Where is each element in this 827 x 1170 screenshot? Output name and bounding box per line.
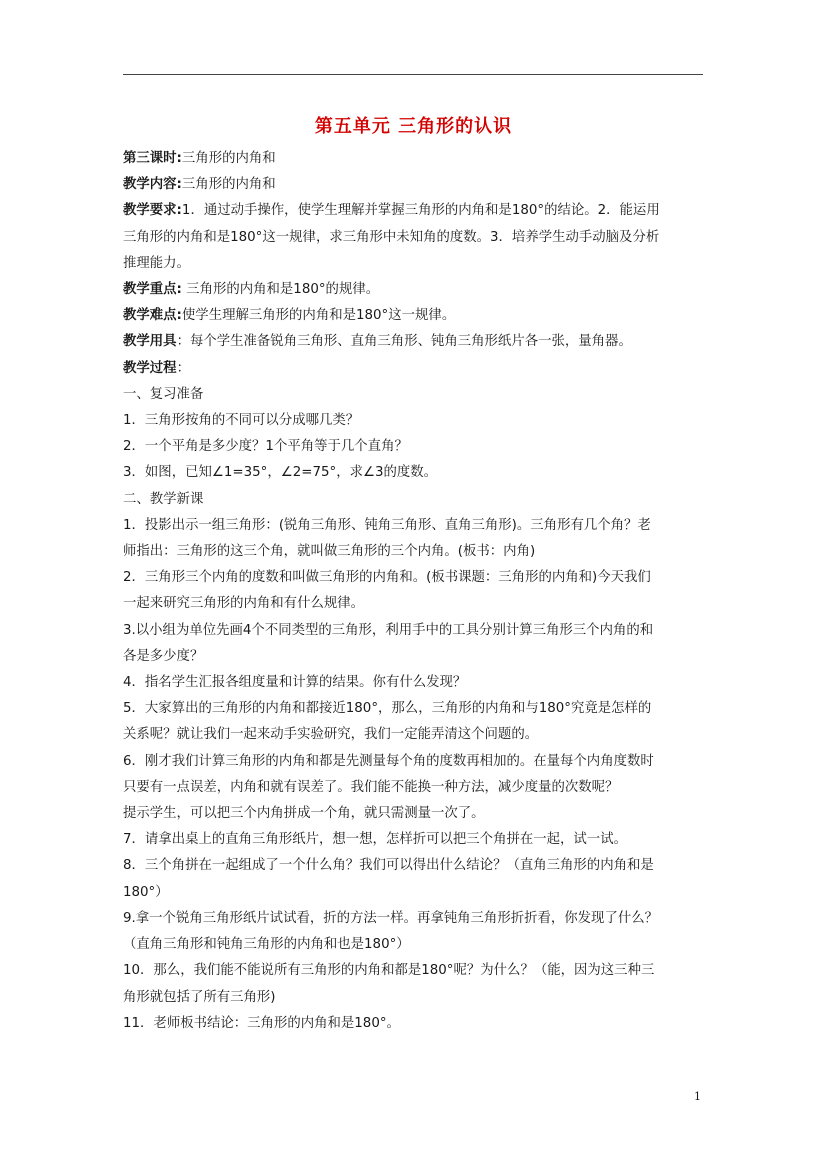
meta-line xyxy=(123,172,708,198)
body-line: 1．投影出示一组三角形：(锐角三角形、钝角三角形、直角三角形)。三角形有几个角？老 xyxy=(123,517,651,533)
body-line: 一、复习准备 xyxy=(123,386,204,402)
meta-text: ： xyxy=(176,360,190,376)
body-line: 3.以小组为单位先画4个不同类型的三角形，利用手中的工具分别计算三角形三个内角的和 xyxy=(123,622,654,638)
meta-text: 三角形的内角和是180°这一规律，求三角形中未知角的度数。3．培养学生动手动脑及分析 xyxy=(123,229,660,245)
body-line: 7．请拿出桌上的直角三角形纸片，想一想，怎样折可以把三个角拼在一起，试一试。 xyxy=(123,832,627,848)
meta-line xyxy=(123,329,708,355)
meta-line xyxy=(123,303,708,329)
body-line: 9.拿一个锐角三角形纸片试试看，折的方法一样。再拿钝角三角形折折看，你发现了什么？ xyxy=(123,910,659,926)
meta-text: 三角形的内角和是180°的规律。 xyxy=(181,282,380,298)
meta-line xyxy=(123,225,708,251)
page-number: 1 xyxy=(694,1090,701,1103)
meta-line xyxy=(123,251,708,277)
meta-line xyxy=(123,198,708,224)
body-line: （直角三角形和钝角三角形的内角和也是180°） xyxy=(123,937,410,953)
meta-line xyxy=(123,277,708,303)
body-line: 3．如图，已知∠1=35°，∠2=75°，求∠3的度数。 xyxy=(123,465,438,481)
document-body xyxy=(123,146,708,1037)
body-line: 6．刚才我们计算三角形的内角和都是先测量每个角的度数再相加的。在量每个内角度数时 xyxy=(123,753,654,769)
meta-line xyxy=(123,356,708,382)
meta-label: 教学重点: xyxy=(123,282,182,298)
meta-text: 使学生理解三角形的内角和是180°这一规律。 xyxy=(181,308,456,324)
body-line: 8．三个角拼在一起组成了一个什么角？我们可以得出什么结论？（直角三角形的内角和是 xyxy=(123,858,654,874)
meta-text: ：每个学生准备锐角三角形、直角三角形、钝角三角形纸片各一张，量角器。 xyxy=(176,334,632,350)
body-line: 10．那么，我们能不能说所有三角形的内角和都是180°呢？为什么？（能，因为这三种三 xyxy=(123,963,655,979)
meta-label: 教学内容: xyxy=(123,177,182,193)
header-rule xyxy=(123,74,703,75)
meta-label: 教学用具 xyxy=(123,334,177,350)
body-line: 2．三角形三个内角的度数和叫做三角形的内角和。(板书课题：三角形的内角和)今天我们 xyxy=(123,570,651,586)
body-line: 180°） xyxy=(123,884,169,900)
body-line: 提示学生，可以把三个内角拼成一个角，就只需测量一次了。 xyxy=(123,806,485,822)
meta-label: 教学难点: xyxy=(123,308,182,324)
page-title: 第五单元 三角形的认识 xyxy=(314,116,513,137)
body-line: 4．指名学生汇报各组度量和计算的结果。你有什么发现？ xyxy=(123,675,467,691)
meta-text: 三角形的内角和 xyxy=(181,151,276,166)
body-line: 11．老师板书结论：三角形的内角和是180°。 xyxy=(123,1015,400,1031)
meta-text: 1．通过动手操作，使学生理解并掌握三角形的内角和是180°的结论。2．能运用 xyxy=(181,203,660,219)
body-line: 各是多少度？ xyxy=(123,648,204,664)
body-line: 一起来研究三角形的内角和有什么规律。 xyxy=(123,596,365,612)
meta-label: 教学过程 xyxy=(123,360,177,376)
body-line: 二、教学新课 xyxy=(123,491,204,507)
body-line: 师指出：三角形的这三个角，就叫做三角形的三个内角。(板书：内角) xyxy=(123,544,536,560)
body-line: 5．大家算出的三角形的内角和都接近180°，那么，三角形的内角和与180°究竟是怎样的 xyxy=(123,701,652,717)
meta-text: 三角形的内角和 xyxy=(181,177,276,193)
body-line: 角形就包括了所有三角形) xyxy=(123,989,276,1005)
meta-text: 推理能力。 xyxy=(123,255,190,271)
meta-label: 第三课时: xyxy=(123,151,182,166)
meta-line xyxy=(123,146,708,172)
body-line: 1．三角形按角的不同可以分成哪几类？ xyxy=(123,413,360,429)
body-line: 关系呢？就让我们一起来动手实验研究，我们一定能弄清这个问题的。 xyxy=(123,727,539,743)
meta-label: 教学要求: xyxy=(123,203,182,219)
body-line: 2．一个平角是多少度？1个平角等于几个直角？ xyxy=(123,439,408,455)
body-line: 只要有一点误差，内角和就有误差了。我们能不能换一种方法，减少度量的次数呢？ xyxy=(123,779,619,795)
